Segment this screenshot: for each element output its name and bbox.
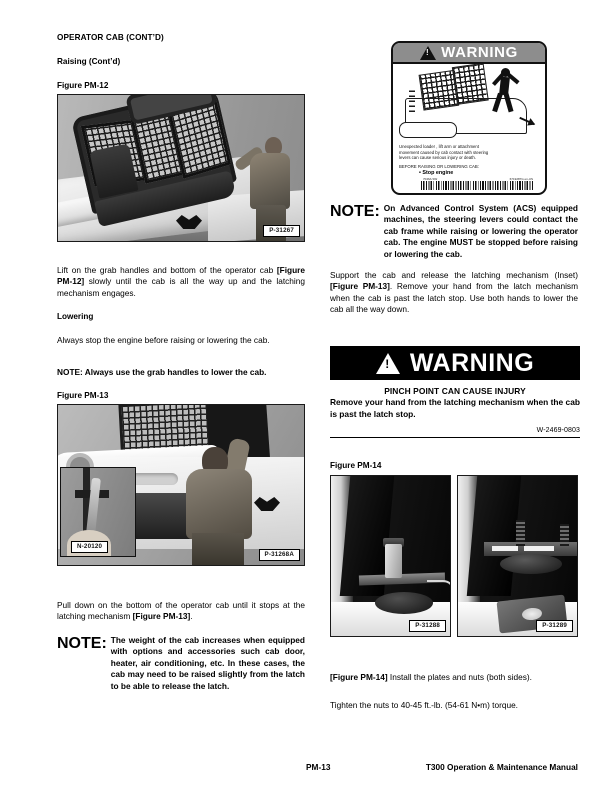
- figure-pm13-label: Figure PM-13: [57, 391, 109, 400]
- decal-signal-word: WARNING: [441, 44, 518, 61]
- photo-code-pm14-right: P-31289: [536, 620, 573, 633]
- decal-cab-mesh: [452, 64, 489, 105]
- warning-signal-word: WARNING: [409, 348, 535, 377]
- paragraph-pull-down-cab: [57, 600, 305, 623]
- note-acs-machines: [330, 203, 578, 260]
- page-title: OPERATOR CAB (CONT’D): [57, 33, 164, 42]
- figure-pm14-photo-left: [330, 475, 451, 637]
- figure-ref-pm14: [Figure PM-14]: [330, 672, 388, 682]
- note-grab-handles: NOTE: Always use the grab handles to lower the cab.: [57, 367, 267, 377]
- para-text: Install the plates and nuts (both sides).: [387, 672, 532, 682]
- warning-triangle-icon: [376, 353, 400, 374]
- technician-legs: [192, 533, 244, 566]
- decal-bullet-stop-engine: • Stop engine: [419, 170, 454, 177]
- para-text: Support the cab and release the latching mechanism (Inset): [330, 270, 578, 280]
- decal-footer: [399, 178, 539, 190]
- figure-ref-pm13: [Figure PM-13]: [330, 281, 390, 292]
- plate-slot: [524, 546, 554, 551]
- note-cab-weight: [57, 635, 305, 692]
- note-label: NOTE:: [57, 635, 107, 652]
- decal-body-line-1: Unexpected loader , lift arm or attachment: [399, 144, 480, 149]
- figure-pm14-photo-right: [457, 475, 578, 637]
- technician-torso: [186, 469, 252, 539]
- rubber-bushing: [500, 554, 562, 574]
- paragraph-stop-engine: Always stop the engine before raising or lowering the cab.: [57, 335, 270, 345]
- figure-pm12-label: Figure PM-12: [57, 81, 109, 90]
- paragraph-lift-grab-handles: [57, 265, 305, 299]
- figure-pm14-photo-pair: [330, 475, 578, 637]
- decal-text-block: [393, 142, 545, 169]
- technician-torso: [250, 153, 290, 209]
- warning-signal-bar: [330, 346, 580, 380]
- technician-figure: [186, 441, 262, 565]
- footer-page-number: PM-13: [306, 762, 331, 772]
- decal-part-right: 6719287G en-US: [509, 177, 533, 182]
- decal-part-left: 7046A SW: [423, 177, 438, 182]
- bolt: [385, 544, 402, 578]
- decal-body-line-2: movement caused by cab contact with steering: [399, 149, 489, 155]
- warning-title: PINCH POINT CAN CAUSE INJURY: [384, 386, 526, 396]
- para-text: Pull down on the bottom of the operator cab until it stops at the latching mechanism: [57, 600, 305, 622]
- note-text: On Advanced Control System (ACS) equipped machines, the steering levers could contact the cab frame while raising or lowering the operator cab. The engine MUST be stopped before raising or lowering the cab.: [383, 203, 578, 259]
- plate-slot: [492, 546, 518, 551]
- warning-code: W-2469-0803: [536, 427, 580, 434]
- decal-person-icon: [493, 68, 519, 112]
- acs-warning-decal: [391, 41, 547, 195]
- para-text: .: [190, 611, 193, 622]
- decal-person-leg: [492, 93, 503, 113]
- photo-code-pm13: P-31268A: [259, 549, 300, 562]
- warning-body: Remove your hand from the latching mechanism when the cab is past the latch stop.: [330, 397, 580, 419]
- rubber-bushing: [375, 592, 433, 614]
- decal-illustration: [393, 64, 545, 142]
- figure-pm13-inset-photo: [60, 467, 136, 557]
- paragraph-torque-spec: Tighten the nuts to 40-45 ft.-lb. (54-61 N•m) torque.: [330, 700, 518, 710]
- paragraph-support-cab: [330, 270, 578, 316]
- decal-signal-bar: [393, 43, 545, 64]
- photo-code-pm14-left: P-31288: [409, 620, 446, 633]
- wire-harness: [427, 580, 451, 604]
- decal-barcode: [421, 181, 533, 190]
- note-label: NOTE:: [330, 203, 380, 220]
- decal-body-line-3: levers can cause serious injury or death.: [399, 155, 476, 161]
- decal-hatch-lines: [409, 88, 415, 112]
- figure-pm14-label: Figure PM-14: [330, 461, 382, 470]
- note-text: The weight of the cab increases when equipped with options and accessories such cab door, heater, air conditioning, etc. In these cases, the cab may need to be raised slightly from the latch to be able to release the latch.: [110, 635, 305, 691]
- subsection-title: Raising (Cont’d): [57, 57, 121, 66]
- decal-before-line: BEFORE RAISING OR LOWERING CAB:: [399, 163, 479, 169]
- decal-person-leg: [503, 93, 513, 113]
- figure-pm13-photo: [57, 404, 305, 566]
- para-text: Lift on the grab handles and bottom of the operator cab: [57, 265, 277, 275]
- figure-pm12-photo: [57, 94, 305, 242]
- para-text: . Remove your hand from the latch mechanism when the cab is past the latch stop. Use both hands to lower the cab all the way down.: [330, 281, 578, 315]
- lowering-heading: Lowering: [57, 312, 94, 321]
- threaded-stud: [560, 524, 569, 546]
- warning-triangle-icon: [420, 46, 436, 60]
- warning-divider: [330, 437, 580, 438]
- pinch-point-warning-box: [330, 346, 580, 438]
- footer-manual-title: T300 Operation & Maintenance Manual: [425, 762, 578, 772]
- para-text: slowly until the cab is all the way up and the latching mechanism engages.: [57, 276, 305, 298]
- figure-ref-pm12: [Figure PM-12]: [57, 265, 305, 287]
- figure-ref-pm13: [Figure PM-13]: [132, 611, 191, 622]
- photo-code-inset: N-20120: [71, 541, 108, 554]
- decal-track: [399, 122, 457, 138]
- photo-code-pm12: P-31267: [263, 225, 300, 238]
- threaded-stud: [516, 520, 525, 546]
- paragraph-install-plates: [330, 672, 578, 683]
